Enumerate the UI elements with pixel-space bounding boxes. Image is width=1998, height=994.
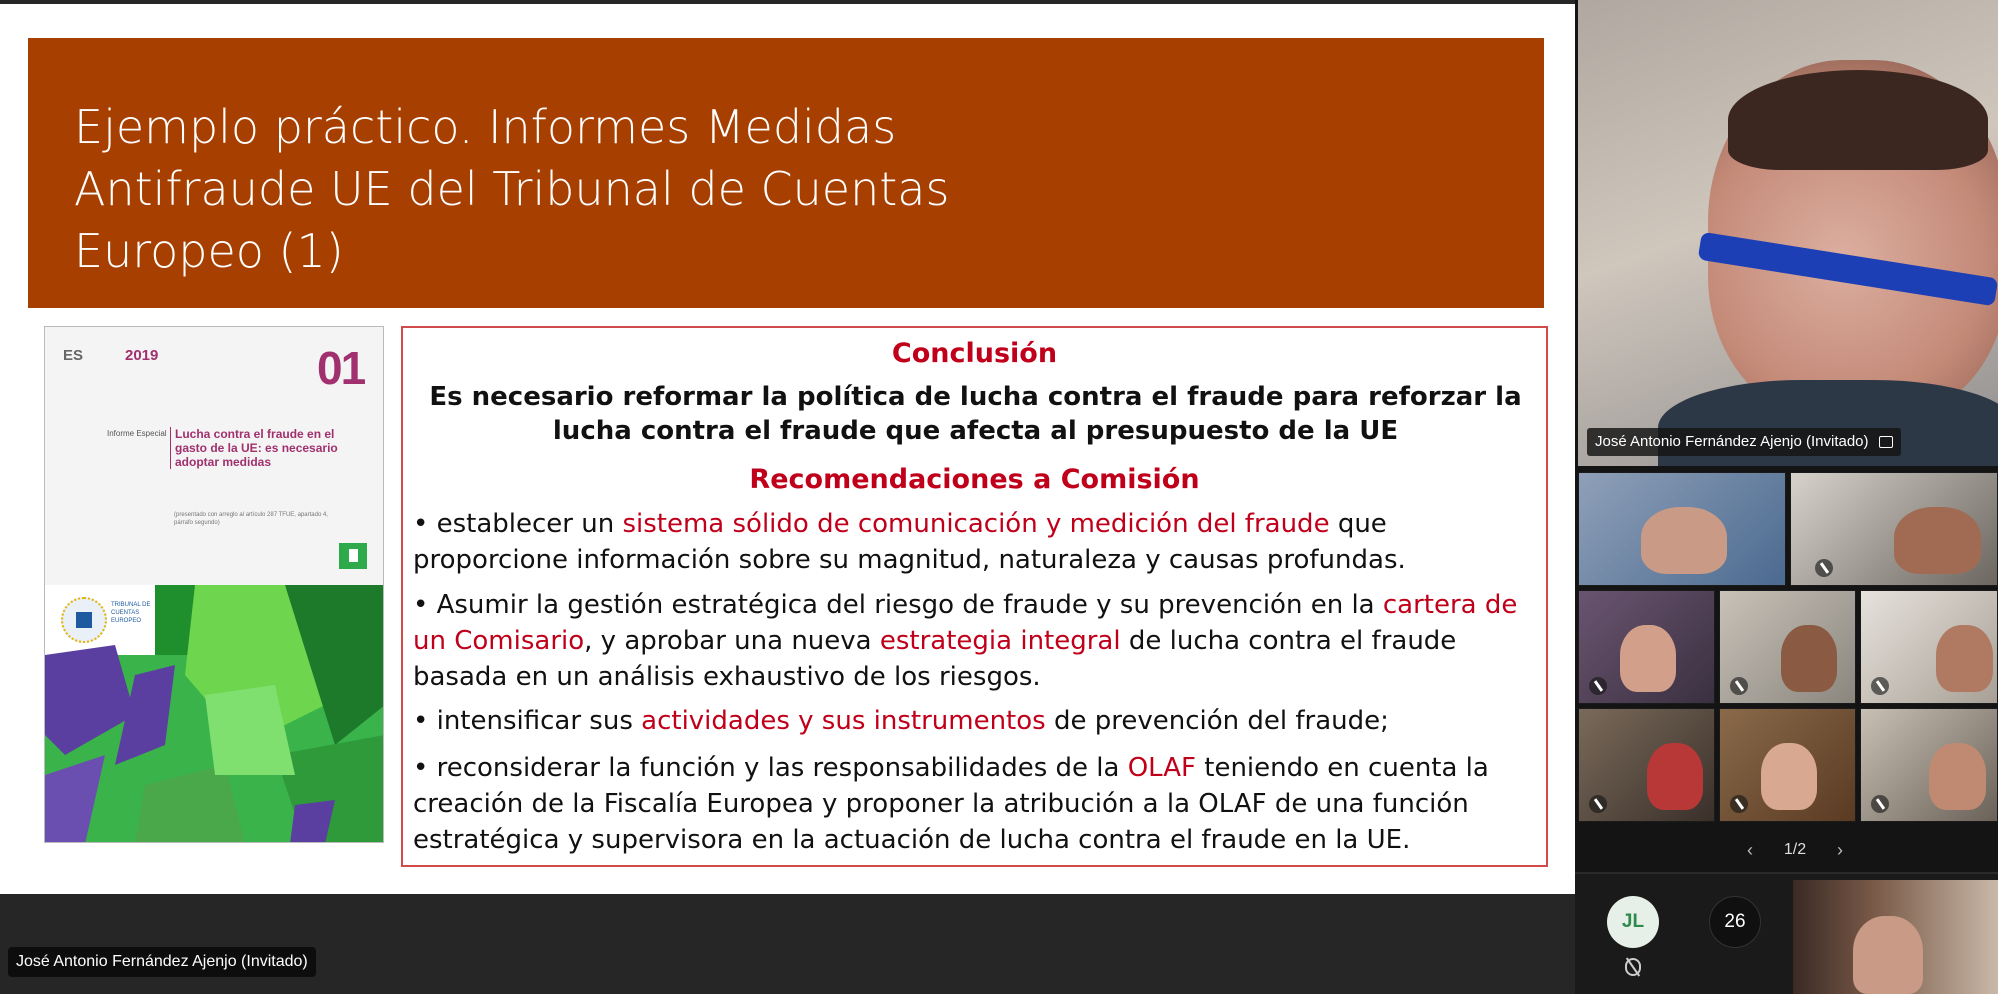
self-view-person (1853, 916, 1923, 994)
mic-muted-icon (1589, 795, 1607, 813)
mic-muted-icon (1871, 677, 1889, 695)
mic-muted-icon (1730, 677, 1748, 695)
mic-muted-icon (1625, 958, 1641, 976)
gallery-page-indicator: 1/2 (1783, 841, 1807, 858)
slide-title-line: Ejemplo práctico. Informes Medidas (74, 100, 897, 154)
slide-title-line: Europeo (1) (74, 224, 344, 278)
cover-year: 2019 (125, 347, 159, 364)
recommendation-bullet: • establecer un sistema sólido de comunicación y medición del fraude que proporcione información sobre su magnitud, naturaleza y causas profundas. (413, 509, 1406, 575)
participant-video-tile[interactable] (1860, 590, 1998, 704)
mic-muted-icon (1815, 559, 1833, 577)
presenter-name-label: José Antonio Fernández Ajenjo (Invitado) (8, 947, 316, 977)
recommendations-heading: Recomendaciones a Comisión (749, 464, 1200, 495)
speaker-name-tag (1587, 428, 1901, 456)
participant-video-tile[interactable] (1578, 590, 1715, 704)
slide-header-band (28, 38, 1544, 308)
slide-title (74, 96, 1054, 282)
speaker-name: José Antonio Fernández Ajenjo (Invitado) (1595, 433, 1869, 450)
gallery-pager (1740, 836, 1850, 864)
mic-muted-icon (1871, 795, 1889, 813)
self-view-video[interactable] (1793, 880, 1998, 994)
participant-video-tile[interactable] (1578, 708, 1715, 822)
cover-report-kind: Informe Especial (107, 429, 167, 438)
cover-language: ES (63, 347, 84, 364)
cover-note: (presentado con arreglo al artículo 287 TFUE, apartado 4, párrafo segundo) (174, 512, 328, 526)
participant-video-tile[interactable] (1790, 472, 1998, 586)
participant-video-tile[interactable] (1719, 708, 1856, 822)
participant-video-tile[interactable] (1860, 708, 1998, 822)
chevron-left-icon[interactable]: ‹ (1747, 839, 1753, 860)
report-cover-image (44, 326, 384, 843)
mic-muted-icon (1589, 677, 1607, 695)
cover-badge-icon (339, 543, 367, 569)
participant-video-tile[interactable] (1719, 590, 1856, 704)
cover-subject: Lucha contra el fraude en el gasto de la UE: es necesario adoptar medidas (170, 427, 340, 469)
mic-muted-icon (1730, 795, 1748, 813)
conclusion-text: Es necesario reformar la política de lucha contra el fraude para reforzar la lucha contra el fraude que afecta al presupuesto de la UE (429, 382, 1522, 446)
slide-title-line: Antifraude UE del Tribunal de Cuentas (74, 162, 950, 216)
participant-count-badge[interactable]: 26 (1709, 896, 1761, 948)
active-speaker-video[interactable] (1578, 0, 1998, 466)
recommendation-bullet: • reconsiderar la función y las responsabilidades de la OLAF teniendo en cuenta la creación de la Fiscalía Europea y proponer la atribución a la OLAF de una función estratégica y supervisora en la actuación de lucha contra el fraude en la UE. (413, 753, 1489, 855)
cover-report-number: 01 (317, 342, 365, 394)
cover-geometric-pattern (45, 585, 384, 843)
chevron-right-icon[interactable]: › (1837, 839, 1843, 860)
participant-avatar[interactable]: JL (1607, 896, 1659, 948)
recommendation-bullet: • intensificar sus actividades y sus instrumentos de prevención del fraude; (413, 706, 1389, 736)
participant-video-tile[interactable] (1578, 472, 1786, 586)
cover-logo-text: TRIBUNAL DE CUENTAS EUROPEO (111, 602, 151, 624)
recommendation-bullet: • Asumir la gestión estratégica del riesgo de fraude y su prevención en la cartera de un Comisario, y aprobar una nueva estrategia integral de lucha contra el fraude basada en un análisis exhaustivo de los riesgos. (413, 590, 1518, 692)
cover-upper-panel (45, 327, 383, 585)
conclusion-heading: Conclusión (891, 338, 1058, 369)
presentation-slide (0, 4, 1575, 894)
screen-share-icon (1879, 436, 1893, 448)
conclusion-box (401, 326, 1548, 867)
speaker-hair (1728, 70, 1988, 170)
